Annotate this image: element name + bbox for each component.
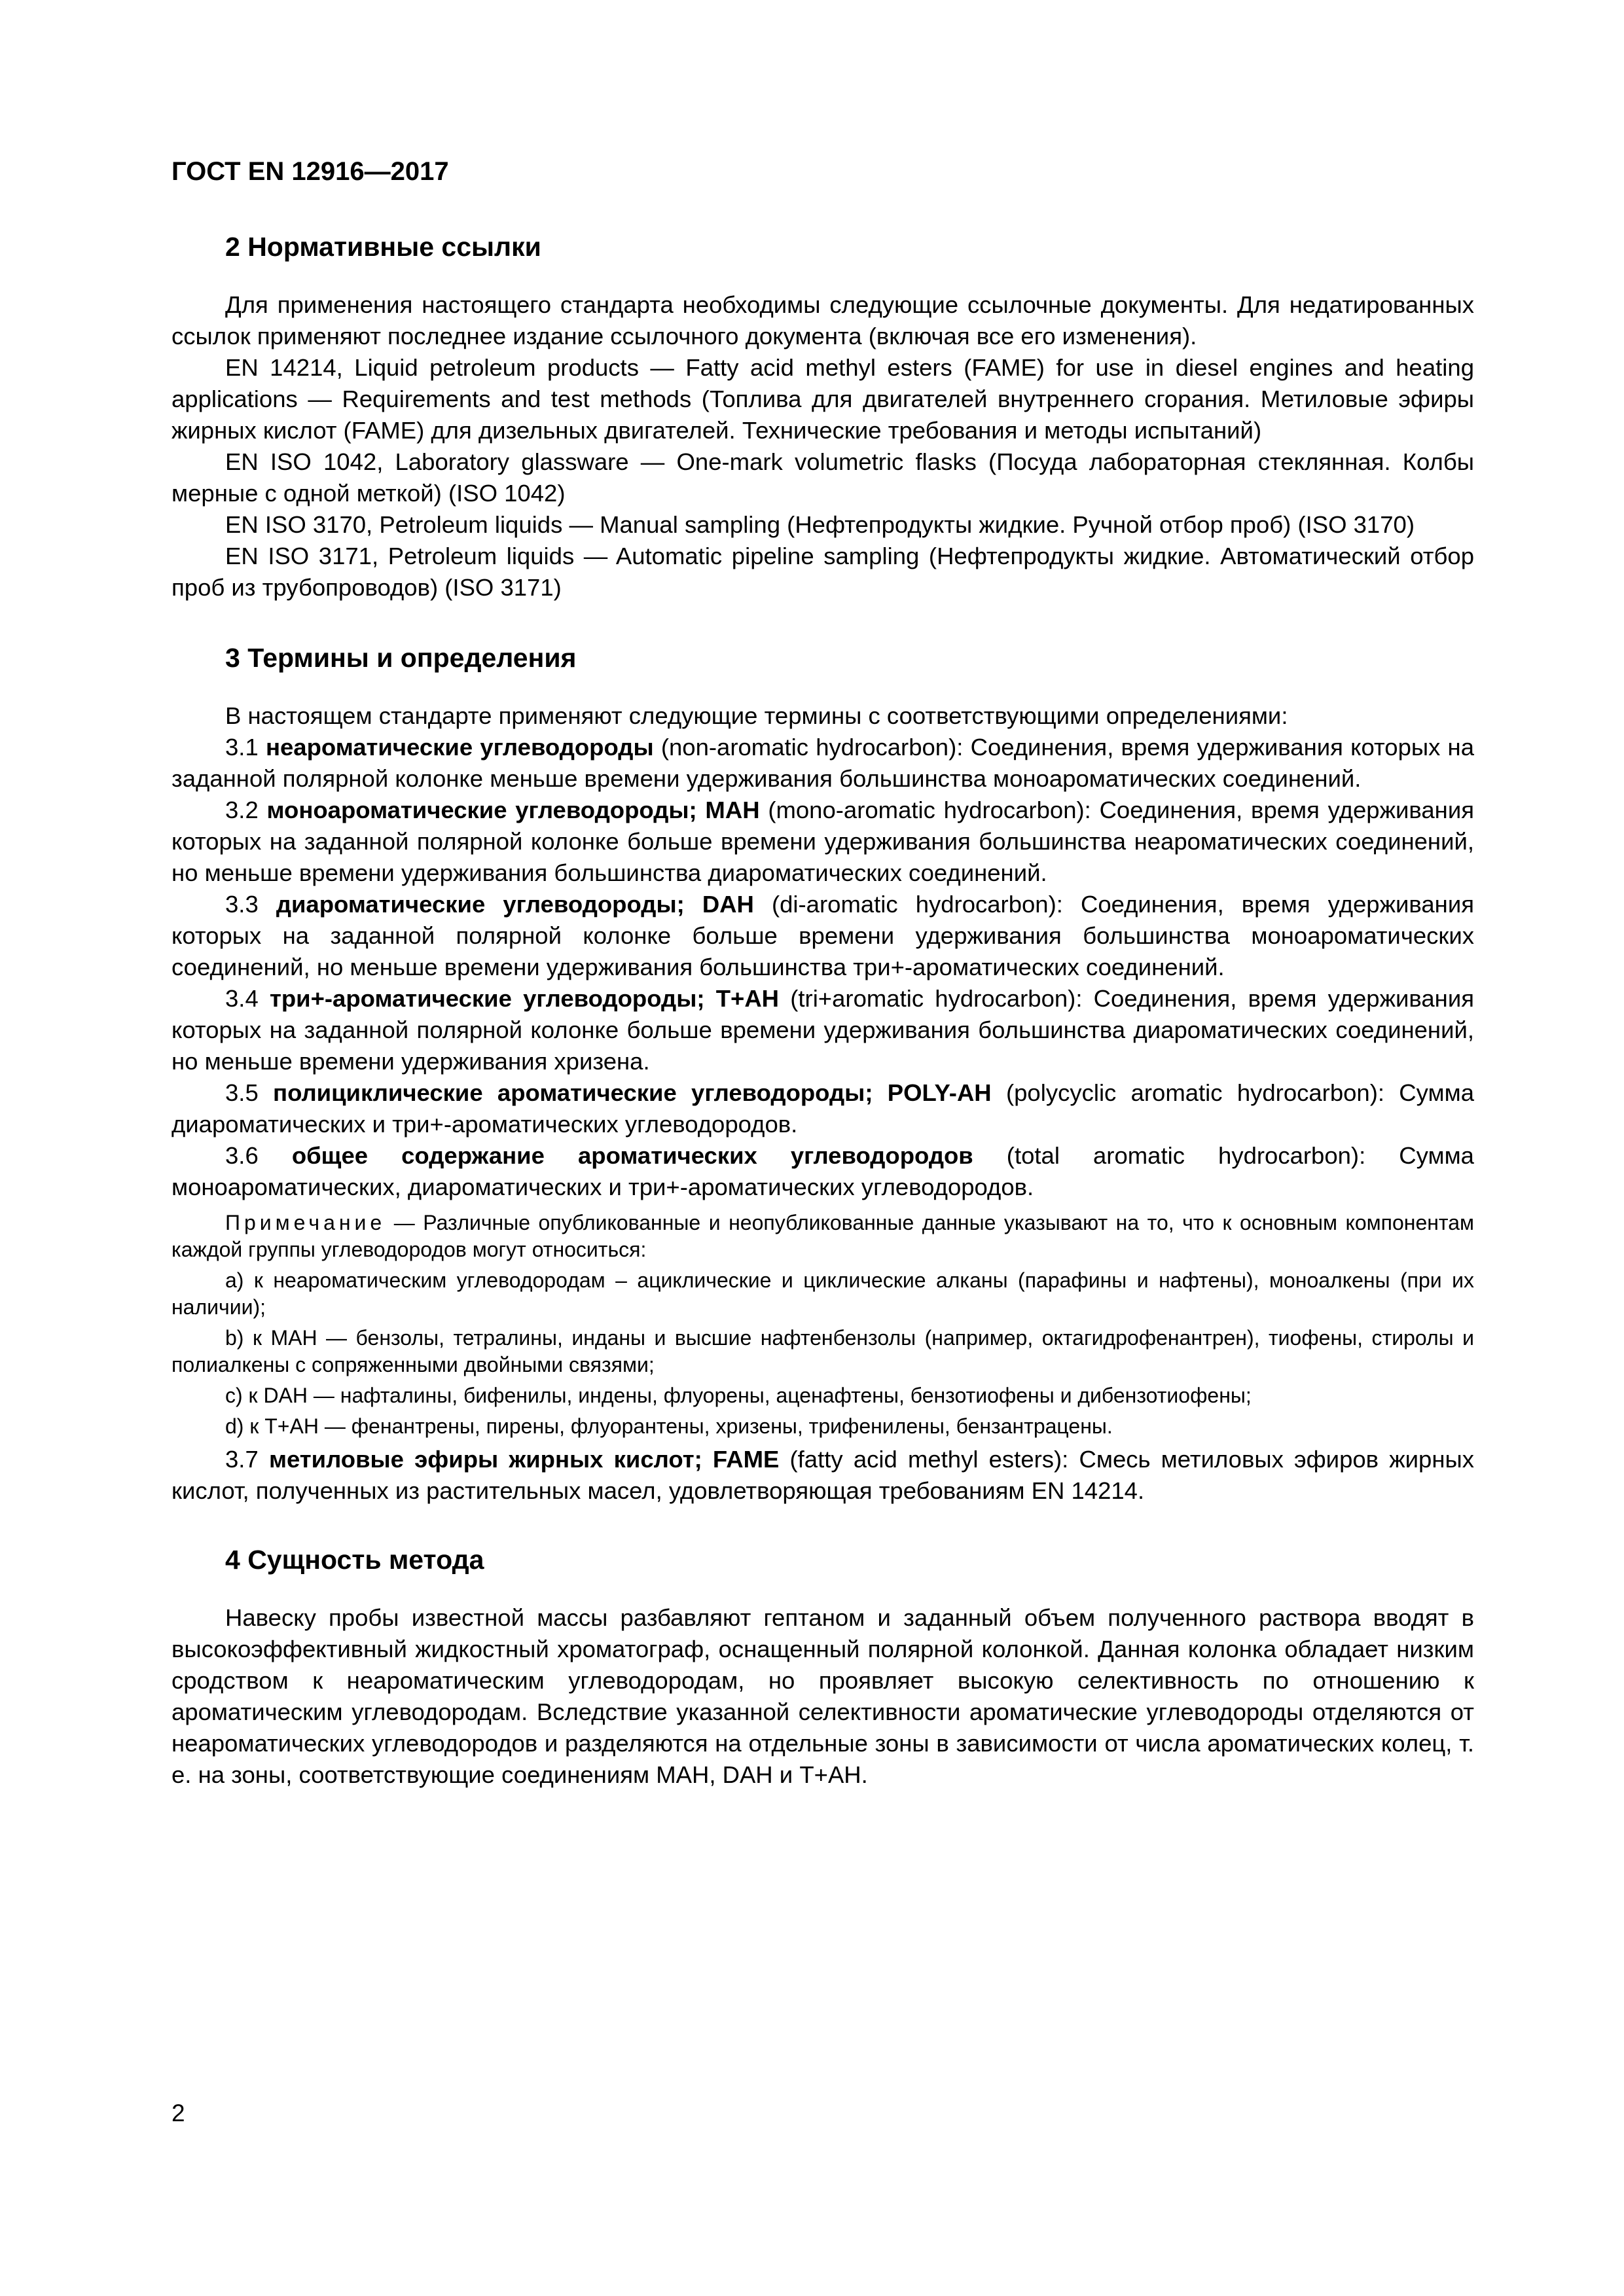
- note-item: d) к T+AH — фенантрены, пирены, флуорантены, хризены, трифенилены, бензантрацены.: [225, 1414, 1113, 1438]
- section-title: 4 Сущность метода: [225, 1545, 484, 1575]
- term-definition: [171, 1444, 1474, 1507]
- note-item: a) к неароматическим углеводородам – ациклические и циклические алканы (парафины и нафтены), моноалкены (при их наличии);: [171, 1268, 1474, 1319]
- section-title: 3 Термины и определения: [225, 643, 577, 673]
- document-body: [171, 228, 1474, 1791]
- note-item: c) к DAH — нафталины, бифенилы, индены, флуорены, аценафтены, бензотиофены и дибензотиофены;: [225, 1384, 1252, 1407]
- term-definition: [171, 795, 1474, 889]
- term-name: неароматические углеводороды: [265, 734, 654, 761]
- term-definition: [171, 889, 1474, 983]
- paragraph: Для применения настоящего стандарта необходимы следующие ссылочные документы. Для недатированных ссылок применяют последнее издание ссылочного документа (включая все его изменения).: [171, 291, 1474, 350]
- reference-item: EN ISO 1042, Laboratory glassware — One-mark volumetric flasks (Посуда лабораторная стеклянная. Колбы мерные с одной меткой) (ISO 1042): [171, 448, 1474, 507]
- term-number: 3.7: [225, 1446, 259, 1473]
- page-number: 2: [171, 2100, 185, 2126]
- term-definition: [171, 983, 1474, 1077]
- term-name: диароматические углеводороды; DAH: [276, 891, 754, 918]
- term-text: (mono-aromatic hydrocarbon): Соединения, время удерживания которых на заданной полярной колонке больше времени удерживания большинства неароматических соединений, но меньше времени удерживания большинства диароматических соединений.: [171, 797, 1474, 886]
- reference-item: EN ISO 3170, Petroleum liquids — Manual sampling (Нефтепродукты жидкие. Ручной отбор проб) (ISO 3170): [225, 511, 1415, 538]
- document-header: ГОСТ EN 12916—2017: [171, 157, 449, 186]
- term-text: (polycyclic aromatic hydrocarbon): Сумма диароматических и три+-ароматических углеводородов.: [171, 1079, 1474, 1138]
- note-text: — Различные опубликованные и неопубликованные данные указывают на то, что к основным компонентам каждой группы углеводородов могут относиться:: [171, 1211, 1474, 1261]
- term-number: 3.2: [225, 797, 259, 823]
- note-intro: [171, 1210, 1474, 1263]
- term-number: 3.5: [225, 1079, 259, 1106]
- term-name: три+-ароматические углеводороды; T+AH: [269, 985, 780, 1012]
- term-name: полициклические ароматические углеводороды; POLY-AH: [273, 1079, 992, 1106]
- term-name: метиловые эфиры жирных кислот; FAME: [268, 1446, 780, 1473]
- term-text: (tri+aromatic hydrocarbon): Соединения, время удерживания которых на заданной полярной колонке больше времени удерживания большинства диароматических соединений, но меньше времени удерживания хризена.: [171, 985, 1474, 1075]
- section-method-principle: [171, 1541, 1474, 1791]
- term-text: (fatty acid methyl esters): Смесь метиловых эфиров жирных кислот, полученных из растительных масел, удовлетворяющая требованиям EN 14214.: [171, 1446, 1474, 1504]
- note-label: Примечание: [225, 1211, 386, 1234]
- reference-item: EN ISO 3171, Petroleum liquids — Automatic pipeline sampling (Нефтепродукты жидкие. Автоматический отбор проб из трубопроводов) (ISO 3171): [171, 543, 1474, 601]
- term-definition: [171, 1077, 1474, 1140]
- term-text: (non-aromatic hydrocarbon): Соединения, время удерживания которых на заданной полярной колонке меньше времени удерживания большинства моноароматических соединений.: [171, 734, 1474, 792]
- term-number: 3.6: [225, 1142, 259, 1169]
- term-number: 3.4: [225, 985, 259, 1012]
- term-text: (di-aromatic hydrocarbon): Соединения, время удерживания которых на заданной полярной колонке больше времени удерживания большинства моноароматических соединений, но меньше времени удерживания большинства три+-ароматических соединений.: [171, 891, 1474, 980]
- section-title: 2 Нормативные ссылки: [225, 232, 541, 262]
- paragraph: В настоящем стандарте применяют следующие термины с соответствующими определениями:: [225, 702, 1288, 729]
- note-item: b) к МАН — бензолы, тетралины, инданы и высшие нафтенбензолы (например, октагидрофенантрен), тиофены, стиролы и полиалкены с сопряженными двойными связями;: [171, 1326, 1474, 1376]
- term-number: 3.1: [225, 734, 259, 761]
- term-name: моноароматические углеводороды; МАН: [266, 797, 760, 823]
- term-number: 3.3: [225, 891, 259, 918]
- term-text: (total aromatic hydrocarbon): Сумма моноароматических, диароматических и три+-ароматических углеводородов.: [171, 1142, 1474, 1200]
- note-block: [171, 1210, 1474, 1440]
- term-definition: [171, 732, 1474, 795]
- section-normative-references: [171, 228, 1474, 603]
- paragraph: Навеску пробы известной массы разбавляют гептаном и заданный объем полученного раствора вводят в высокоэффективный жидкостный хроматограф, оснащенный полярной колонкой. Данная колонка обладает низким сродством к неароматическим углеводородам, но проявляет высокую селективность по отношению к ароматическим углеводородам. Вследствие указанной селективности ароматические углеводороды отделяются от неароматических углеводородов и разделяются на отдельные зоны в зависимости от числа ароматических колец, т. е. на зоны, соответствующие соединениям МАН, DAH и T+AH.: [171, 1604, 1474, 1788]
- term-name: общее содержание ароматических углеводородов: [291, 1142, 973, 1169]
- section-terms-definitions: [171, 639, 1474, 1507]
- reference-item: EN 14214, Liquid petroleum products — Fatty acid methyl esters (FAME) for use in diesel engines and heating applications — Requirements and test methods (Топлива для двигателей внутреннего сгорания. Метиловые эфиры жирных кислот (FAME) для дизельных двигателей. Технические требования и методы испытаний): [171, 354, 1474, 444]
- term-definition: [171, 1140, 1474, 1203]
